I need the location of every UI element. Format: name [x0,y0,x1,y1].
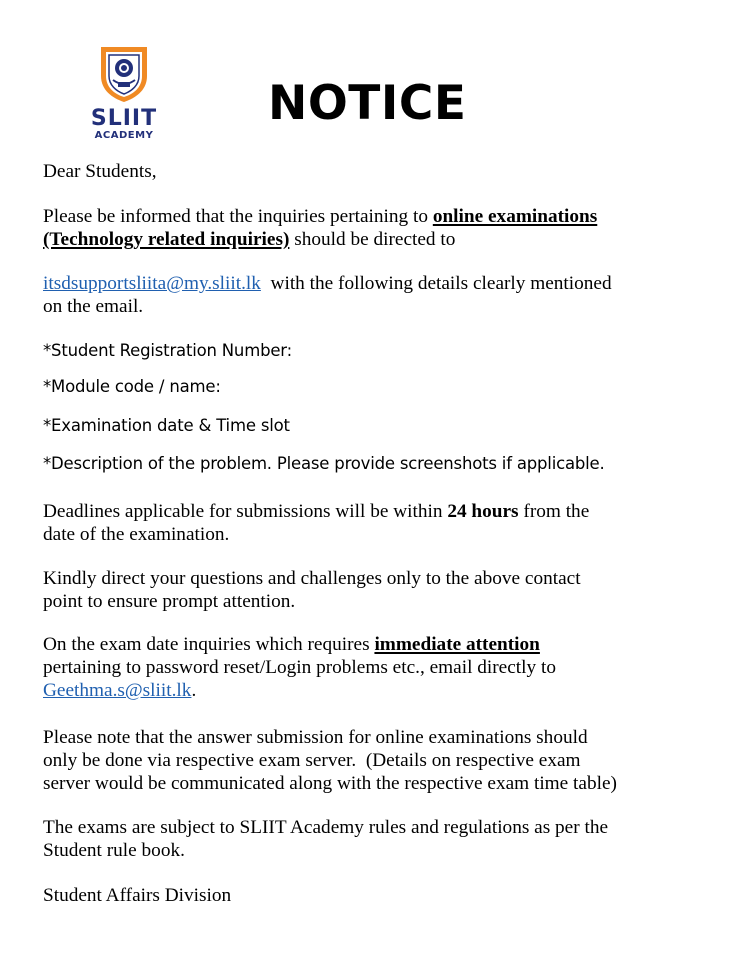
sliit-academy-logo [84,44,164,142]
geethma-email-link[interactable]: Geethma.s@sliit.lk [43,680,192,701]
page-title: NOTICE [268,76,467,131]
signature: Student Affairs Division [43,885,232,906]
paragraph-rules: The exams are subject to SLIIT Academy rules and regulations as per the Student rule book. [43,817,609,861]
paragraph-direct-questions: Kindly direct your questions and challenges only to the above contact point to ensure prompt attention. [43,568,581,612]
logo-wordmark: SLIIT [90,106,158,131]
paragraph-inquiries: Please be informed that the inquiries pertaining to online examinations (Technology related inquiries) should be directed to [43,206,598,250]
greeting: Dear Students, [43,161,157,182]
requirement-item: *Module code / name: [43,377,221,396]
requirement-item: *Student Registration Number: [43,341,292,360]
logo-subtitle: ACADEMY [94,130,154,141]
requirement-item: *Description of the problem. Please provide screenshots if applicable. [43,454,605,473]
paragraph-contact-email: itsdsupportsliita@my.sliit.lk with the following details clearly mentioned on the email. [43,273,612,317]
paragraph-deadline: Deadlines applicable for submissions will be within 24 hours from the date of the examination. [43,501,590,545]
requirement-item: *Examination date & Time slot [43,416,290,435]
online-examinations-emphasis: online examinations [432,206,598,227]
technology-inquiries-emphasis: (Technology related inquiries) [43,229,290,250]
immediate-attention-emphasis: immediate attention [374,634,540,655]
deadline-emphasis: 24 hours [447,501,519,522]
paragraph-immediate-attention: On the exam date inquiries which requires immediate attention pertaining to password reset/Login problems etc., email directly to Geethma.s@sliit.lk. [43,634,556,701]
lion-crest-icon [98,44,150,104]
itsd-support-email-link[interactable]: itsdsupportsliita@my.sliit.lk [43,273,261,294]
paragraph-submission-note: Please note that the answer submission for online examinations should only be done via respective exam server. (Details on respective exam server would be communicated along with the respective exam time table) [43,727,617,794]
